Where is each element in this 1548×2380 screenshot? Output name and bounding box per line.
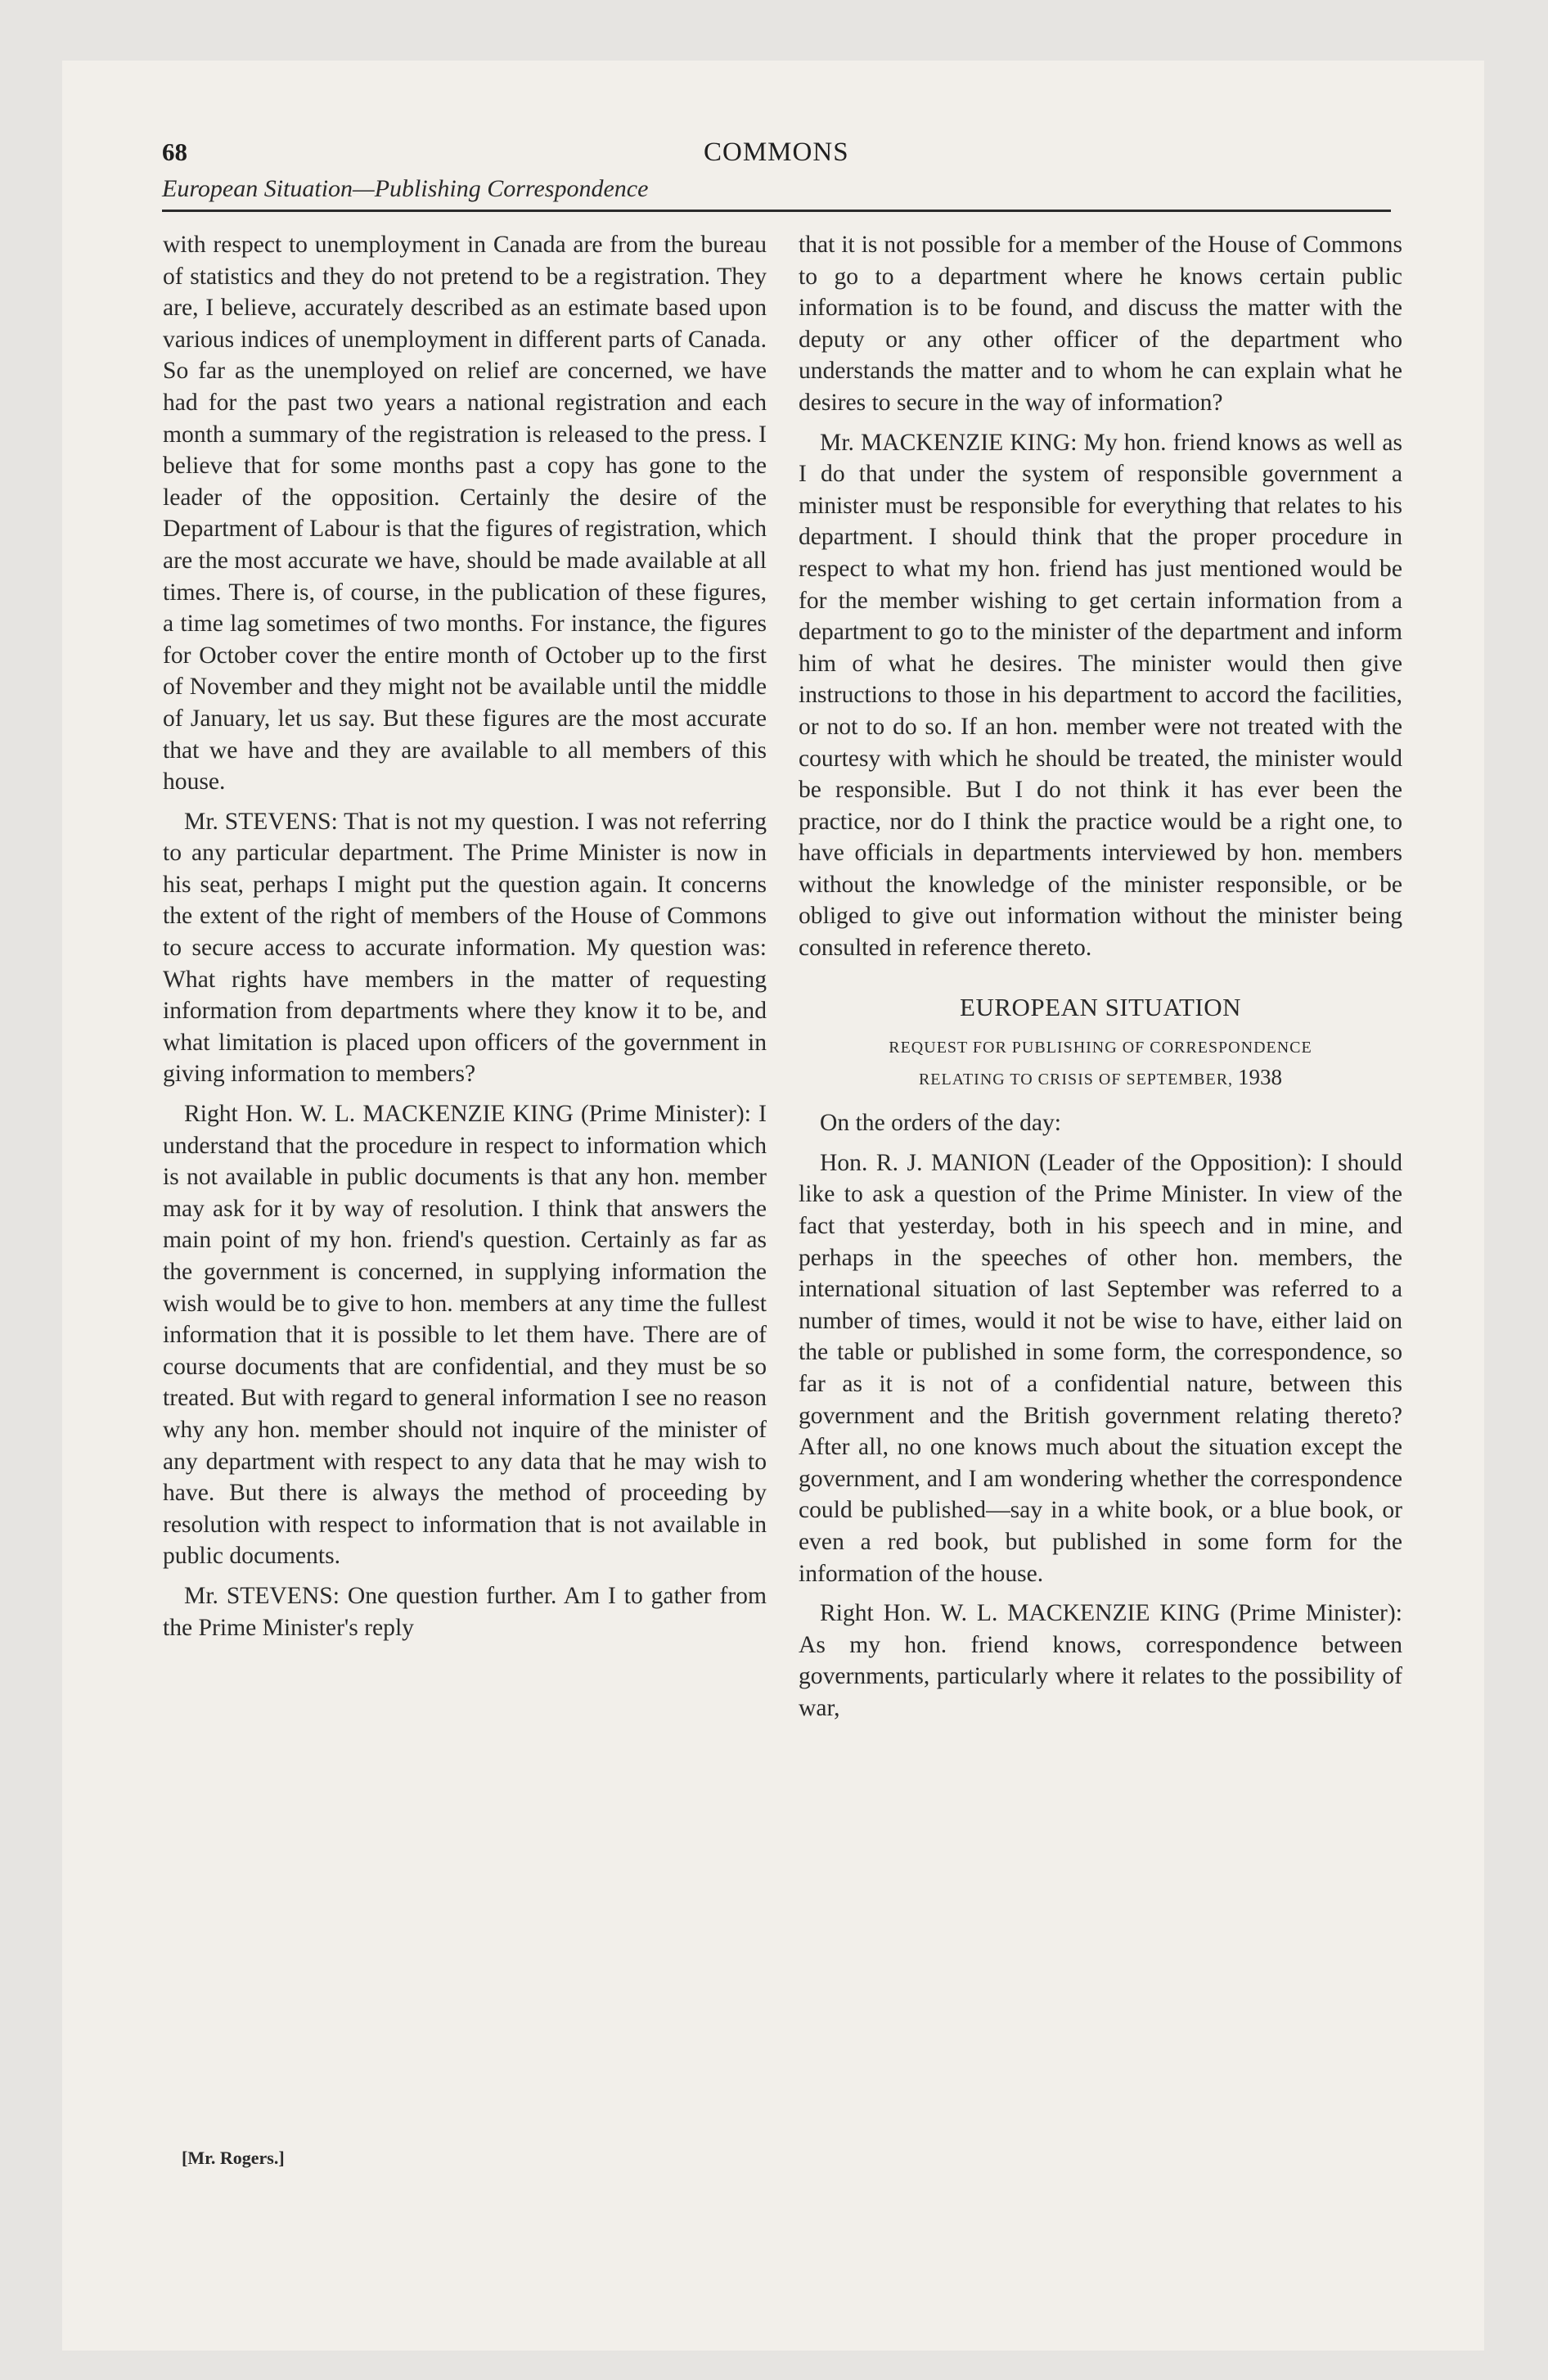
paragraph: On the orders of the day:	[820, 1110, 1062, 1137]
paragraph: that it is not possible for a member of the House of Commons to go to a department where he knows certain public information is to be found, and discuss the matter with the deputy or any other officer of the department who understands the matter and to whom he can explain what he desires to secure in the way of information?	[799, 232, 1402, 416]
section-title: EUROPEAN SITUATION	[960, 992, 1241, 1021]
paragraph: Mr. STEVENS: That is not my question. I was not referring to any particular department. The Prime Minister is now in his seat, perhaps I might put the question again. It concerns the extent of the right of members of the House of Commons to secure access to accurate information. My question was: What rights have members in the matter of requesting information from departments where they know it to be, and what limitation is placed upon officers of the government in giving information to members?	[163, 808, 767, 1088]
page-number: 68	[162, 137, 187, 166]
speaker-footnote: [Mr. Rogers.]	[182, 2148, 285, 2168]
paragraph: Mr. STEVENS: One question further. Am I to gather from the Prime Minister's reply	[163, 1582, 767, 1641]
section-subtitle-year: 1938	[1238, 1065, 1283, 1090]
section-subtitle-line2: RELATING TO CRISIS OF SEPTEMBER,	[918, 1071, 1234, 1089]
left-column	[163, 229, 767, 1652]
paragraph: Right Hon. W. L. MACKENZIE KING (Prime Minister): As my hon. friend knows, correspondence between governments, particularly where it relates to the possibility of war,	[799, 1600, 1402, 1721]
running-head: COMMONS	[704, 137, 849, 167]
section-subtitle-line1: REQUEST FOR PUBLISHING OF CORRESPONDENCE	[889, 1039, 1312, 1057]
paragraph: with respect to unemployment in Canada are from the bureau of statistics and they do not pretend to be a registration. They are, I believe, accurately described as an estimate based upon various indices of unemployment in different parts of Canada. So far as the unemployed on relief are concerned, we have had for the past two years a national registration and each month a summary of the registration is released to the press. I believe that for some months past a copy has gone to the leader of the opposition. Certainly the desire of the Department of Labour is that the figures of registration, which are the most accurate we have, should be made available at all times. There is, of course, in the publication of these figures, a time lag sometimes of two months. For instance, the figures for October cover the entire month of October up to the first of November and they might not be available until the middle of January, let us say. But these figures are the most accurate that we have and they are available to all members of this house.	[163, 232, 767, 796]
header-rule	[162, 210, 1391, 212]
right-column	[799, 229, 1402, 1733]
paragraph: Right Hon. W. L. MACKENZIE KING (Prime Minister): I understand that the procedure in respect to information which is not available in public documents is that any hon. member may ask for it by way of resolution. I think that answers the main point of my hon. friend's question. Certainly as far as the government is concerned, in supplying information the wish would be to give to hon. members at any time the fullest information that it is possible to let them have. There are of course documents that are confidential, and they must be so treated. But with regard to general information I see no reason why any hon. member should not inquire of the minister of any department with respect to any data that he may wish to have. But there is always the method of proceeding by resolution with respect to information that is not available in public documents.	[163, 1101, 767, 1570]
page-header	[162, 137, 1389, 211]
paragraph: Hon. R. J. MANION (Leader of the Opposition): I should like to ask a question of the Prime Minister. In view of the fact that yesterday, both in his speech and in mine, and perhaps in the speeches of other hon. members, the international situation of last September was referred to a number of times, would it not be wise to have, either laid on the table or published in some form, the correspondence, so far as it is not of a confidential nature, between this government and the British government relating thereto? After all, no one knows much about the situation except the government, and I am wondering whether the correspondence could be published—say in a white book, or a blue book, or even a red book, but published in some form for the information of the house.	[799, 1149, 1402, 1587]
header-subtitle: European Situation—Publishing Correspondence	[162, 175, 649, 202]
section-subtitle	[799, 1033, 1402, 1094]
paragraph: Mr. MACKENZIE KING: My hon. friend knows as well as I do that under the system of responsible government a minister must be responsible for everything that relates to his department. I should think that the proper procedure in respect to what my hon. friend has just mentioned would be for the member wishing to get certain information from a department to go to the minister of the department and inform him of what he desires. The minister would then give instructions to those in his department to accord the facilities, or not to do so. If an hon. member were not treated with the courtesy with which he should be treated, the minister would be responsible. But I do not think it has ever been the practice, nor do I think the practice would be a right one, to have officials in departments interviewed by hon. members without the knowledge of the minister responsible, or be obliged to give out information without the minister being consulted in reference thereto.	[799, 429, 1402, 962]
